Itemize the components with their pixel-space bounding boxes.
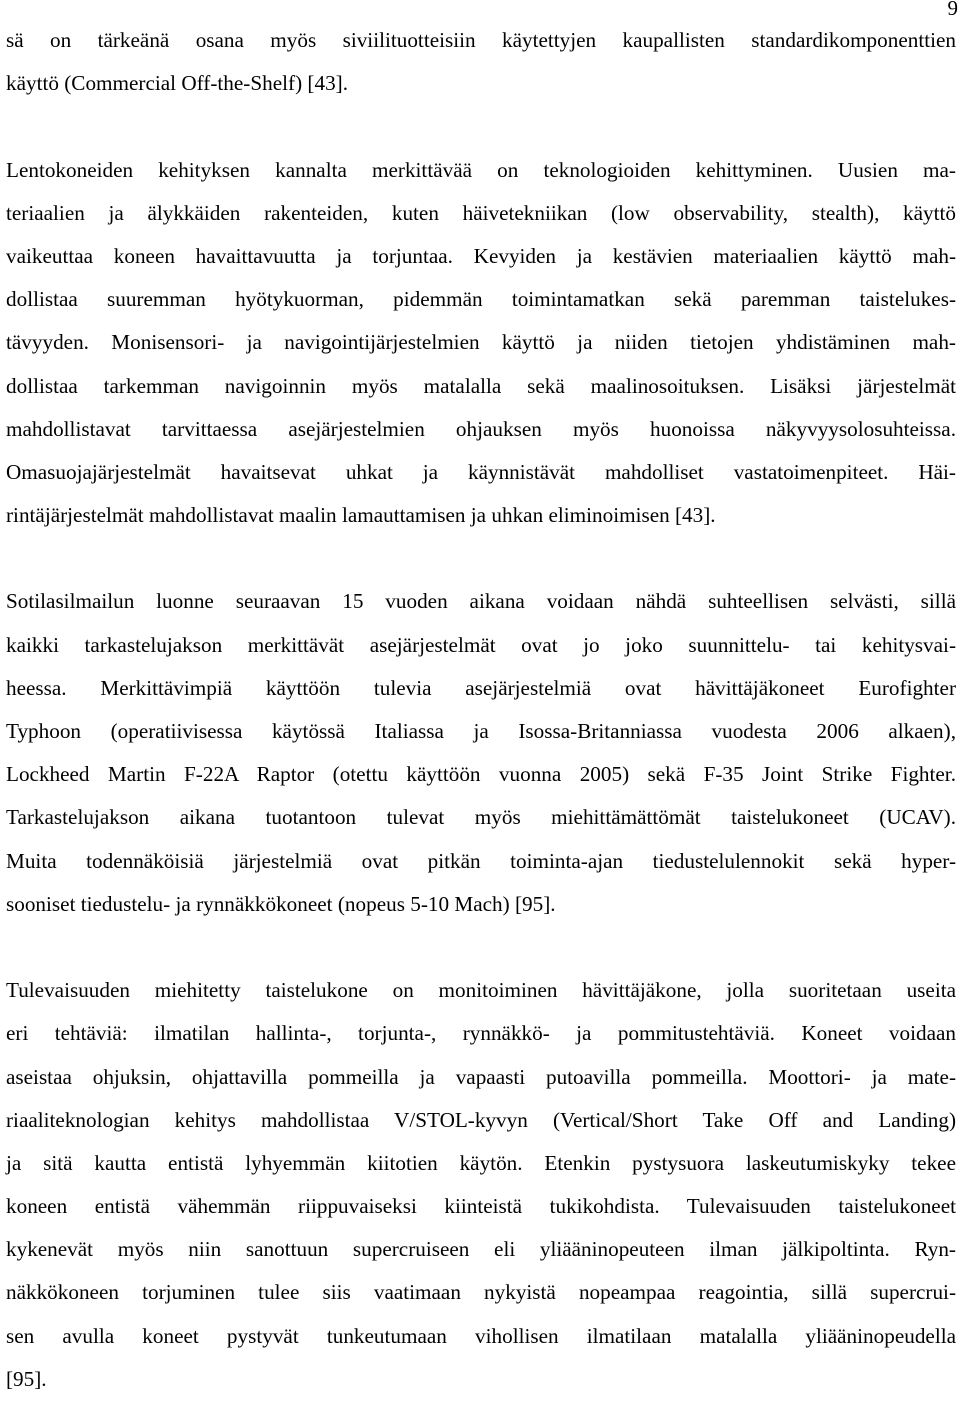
- paragraph-2: [6, 149, 956, 538]
- paragraph-gap: [6, 537, 956, 580]
- text-line: [95].: [6, 1366, 47, 1391]
- text-line: rintäjärjestelmät mahdollistavat maalin lamauttamisen ja uhkan eliminoimisen [43].: [6, 503, 716, 528]
- text-line: Muita todennäköisiä järjestelmiä ovat pitkän toiminta-ajan tiedustelulennokit sekä hyper-: [6, 848, 956, 873]
- paragraph-4: [6, 969, 956, 1401]
- text-line: riaaliteknologian kehitys mahdollistaa V/STOL-kyvyn (Vertical/Short Take Off and Landing): [6, 1107, 956, 1132]
- text-line: eri tehtäviä: ilmatilan hallinta-, torjunta-, rynnäkkö- ja pommitustehtäviä. Koneet voidaan: [6, 1021, 956, 1046]
- text-line: teriaalien ja älykkäiden rakenteiden, kuten häivetekniikan (low observability, stealth), käyttö: [6, 200, 956, 225]
- text-line: Omasuojajärjestelmät havaitsevat uhkat ja käynnistävät mahdolliset vastatoimenpiteet. Häi-: [6, 459, 956, 484]
- text-line: Typhoon (operatiivisessa käytössä Italiassa ja Isossa-Britanniassa vuodesta 2006 alkaen),: [6, 719, 956, 743]
- text-line: kykenevät myös niin sanottuun supercruiseen eli yliääninopeuteen ilman jälkipoltinta. Ryn-: [6, 1237, 956, 1262]
- text-line: sen avulla koneet pystyvät tunkeutumaan vihollisen ilmatilaan matalalla yliääninopeudella: [6, 1323, 956, 1348]
- text-line: tävyyden. Monisensori- ja navigointijärjestelmien käyttö ja niiden tietojen yhdistäminen mah-: [6, 330, 956, 355]
- paragraph-gap: [6, 105, 956, 148]
- text-line: Lentokoneiden kehityksen kannalta merkittävää on teknologioiden kehittyminen. Uusien ma-: [6, 157, 956, 182]
- paragraph-1: [6, 19, 956, 105]
- text-line: heessa. Merkittävimpiä käyttöön tulevia asejärjestelmiä ovat hävittäjäkoneet Eurofighter: [6, 675, 956, 700]
- text-line: Tarkastelujakson aikana tuotantoon tulevat myös miehittämättömät taistelukoneet (UCAV).: [6, 805, 956, 830]
- text-line: käyttö (Commercial Off-the-Shelf) [43].: [6, 71, 349, 96]
- text-line: näkkökoneen torjuminen tulee siis vaatimaan nykyistä nopeampaa reagointia, sillä supercrui-: [6, 1280, 956, 1305]
- text-line: sä on tärkeänä osana myös siviilituotteisiin käytettyjen kaupallisten standardikomponenttien: [6, 28, 956, 52]
- document-body: [6, 19, 956, 1401]
- text-line: dollistaa tarkemman navigoinnin myös matalalla sekä maalinosoituksen. Lisäksi järjestelmät: [6, 373, 956, 398]
- text-line: aseistaa ohjuksin, ohjattavilla pommeilla ja vapaasti putoavilla pommeilla. Moottori- ja mate-: [6, 1064, 956, 1089]
- paragraph-3: [6, 580, 956, 926]
- text-line: kaikki tarkastelujakson merkittävät asejärjestelmät ovat jo joko suunnittelu- tai kehitysvai-: [6, 632, 956, 657]
- paragraph-gap: [6, 926, 956, 969]
- text-line: mahdollistavat tarvittaessa asejärjestelmien ohjauksen myös huonoissa näkyvyysolosuhteissa.: [6, 416, 956, 441]
- text-line: Sotilasilmailun luonne seuraavan 15 vuoden aikana voidaan nähdä suhteellisen selvästi, sillä: [6, 589, 956, 614]
- text-line: koneen entistä vähemmän riippuvaiseksi kiinteistä tukikohdista. Tulevaisuuden taistelukoneet: [6, 1194, 956, 1219]
- text-line: vaikeuttaa koneen havaittavuutta ja torjuntaa. Kevyiden ja kestävien materiaalien käyttö mah-: [6, 243, 956, 268]
- text-line: sooniset tiedustelu- ja rynnäkkökoneet (nopeus 5-10 Mach) [95].: [6, 891, 556, 916]
- text-line: Lockheed Martin F-22A Raptor (otettu käyttöön vuonna 2005) sekä F-35 Joint Strike Fighter.: [6, 762, 956, 787]
- page-number: 9: [947, 0, 958, 20]
- text-line: ja sitä kautta entistä lyhyemmän kiitotien käytön. Etenkin pystysuora laskeutumiskyky tekee: [6, 1150, 956, 1175]
- text-line: Tulevaisuuden miehitetty taistelukone on monitoiminen hävittäjäkone, jolla suoritetaan useita: [6, 978, 956, 1003]
- text-line: dollistaa suuremman hyötykuorman, pidemmän toimintamatkan sekä paremman taistelukes-: [6, 287, 956, 312]
